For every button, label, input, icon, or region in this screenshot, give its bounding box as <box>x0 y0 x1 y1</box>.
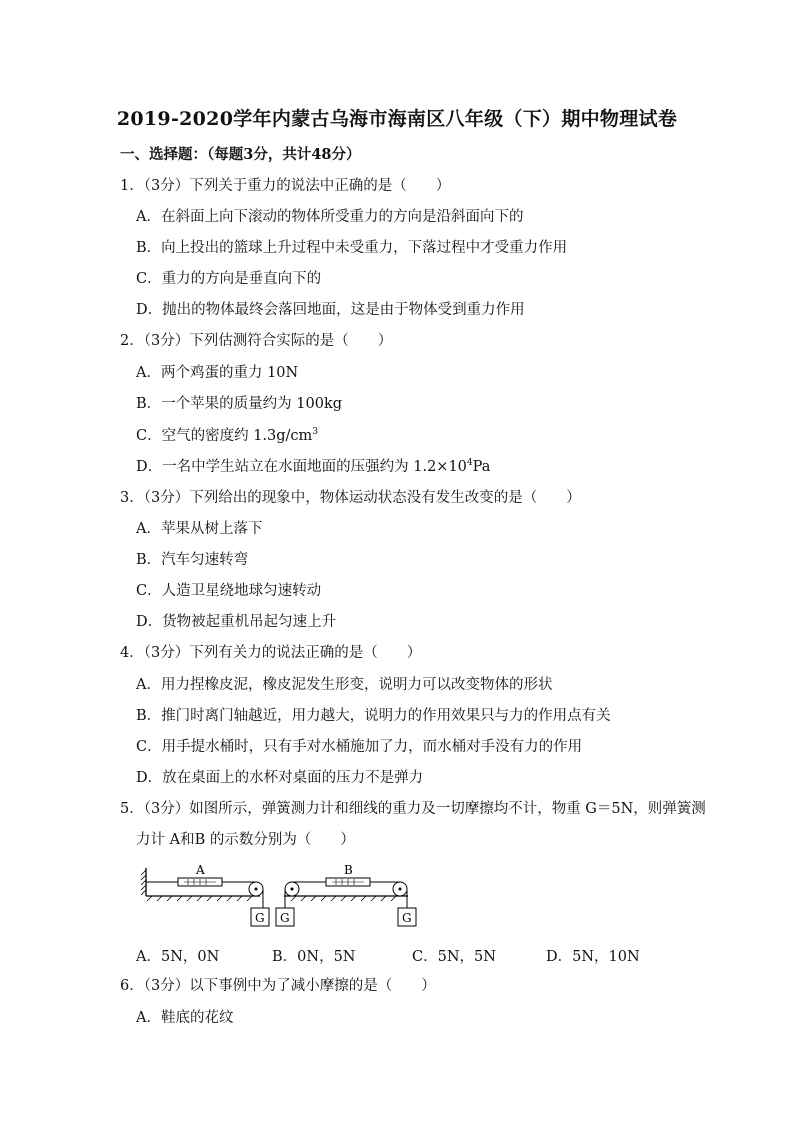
section-heading: 一、选择题：（每题3分，共计48分） <box>120 146 361 163</box>
question-2-option-a: A．两个鸡蛋的重力 10N <box>136 365 299 381</box>
question-2-option-d <box>136 457 490 477</box>
question-2-option-c-text: C．空气的密度约 1.3g/cm <box>136 428 313 444</box>
question-1-option-c: C．重力的方向是垂直向下的 <box>136 271 322 287</box>
question-6-option-a: A．鞋底的花纹 <box>136 1010 234 1026</box>
question-3-option-c: C．人造卫星绕地球匀速转动 <box>136 583 322 599</box>
weight-g-2-label: G <box>280 911 290 925</box>
question-2-option-d-text: D．一名中学生站立在水面地面的压强约为 1.2×10 <box>136 459 467 475</box>
question-1-option-a: A．在斜面上向下滚动的物体所受重力的方向是沿斜面向下的 <box>136 209 524 225</box>
weight-g-1-label: G <box>255 911 265 925</box>
question-1-option-b: B．向上投出的篮球上升过程中未受重力，下落过程中才受重力作用 <box>136 240 568 256</box>
question-3-option-a: A．苹果从树上落下 <box>136 521 263 537</box>
superscript-4: 4 <box>466 458 473 469</box>
question-4-option-d: D．放在桌面上的水杯对桌面的压力不是弹力 <box>136 770 424 786</box>
question-5-option-a: A．5N，0N <box>136 949 220 965</box>
question-4-option-b: B．推门时离门轴越近，用力越大，说明力的作用效果只与力的作用点有关 <box>136 708 611 724</box>
question-3-option-d: D．货物被起重机吊起匀速上升 <box>136 614 337 630</box>
question-1-stem: 1．（3分）下列关于重力的说法中正确的是（ ） <box>120 178 451 194</box>
question-4-stem: 4．（3分）下列有关力的说法正确的是（ ） <box>120 645 422 661</box>
question-5-option-c: C．5N，5N <box>412 949 496 965</box>
question-5-stem: 5．（3分）如图所示，弹簧测力计和细线的重力及一切摩擦均不计，物重 G＝5N，则弹簧测 <box>120 801 706 817</box>
question-2-stem: 2．（3分）下列估测符合实际的是（ ） <box>120 333 393 349</box>
question-3-stem: 3．（3分）下列给出的现象中，物体运动状态没有发生改变的是（ ） <box>120 490 581 506</box>
question-5-option-b: B．0N，5N <box>272 949 356 965</box>
question-1-option-d: D．抛出的物体最终会落回地面，这是由于物体受到重力作用 <box>136 302 525 318</box>
spring-scale-figure <box>138 862 428 930</box>
question-6-stem: 6．（3分）以下事例中为了减小摩擦的是（ ） <box>120 978 436 994</box>
question-3-option-b: B．汽车匀速转弯 <box>136 552 249 568</box>
page-title: 2019-2020学年内蒙古乌海市海南区八年级（下）期中物理试卷 <box>116 108 678 130</box>
weight-g-3-label: G <box>402 911 412 925</box>
question-5-stem-continued: 力计 A和B 的示数分别为（ ） <box>136 832 355 848</box>
question-4-option-c: C．用手提水桶时，只有手对水桶施加了力，而水桶对手没有力的作用 <box>136 739 583 755</box>
scale-a-label: A <box>196 863 205 877</box>
question-5-option-d: D．5N，10N <box>546 949 640 965</box>
question-4-option-a: A．用力捏橡皮泥，橡皮泥发生形变，说明力可以改变物体的形状 <box>136 677 553 693</box>
pressure-unit: Pa <box>472 459 491 475</box>
scale-b-label: B <box>344 863 353 877</box>
question-2-option-b: B．一个苹果的质量约为 100kg <box>136 396 343 412</box>
superscript-3: 3 <box>312 427 319 438</box>
figure-right-setup <box>276 863 416 926</box>
figure-left-setup <box>141 863 269 926</box>
question-2-option-c <box>136 426 318 446</box>
